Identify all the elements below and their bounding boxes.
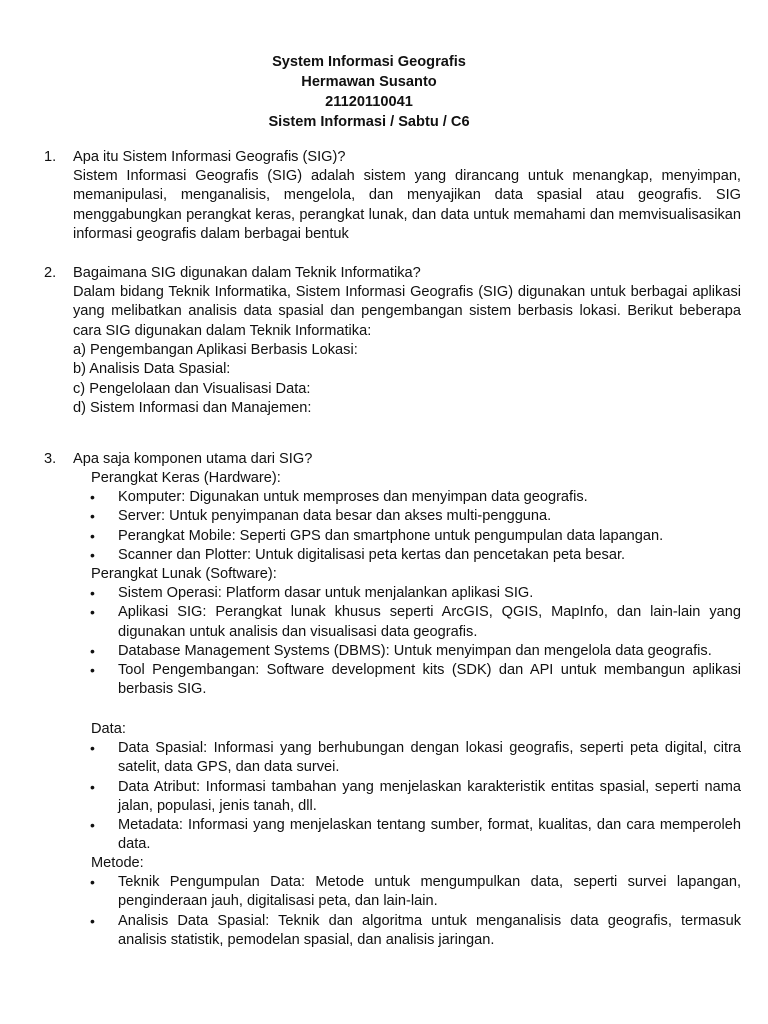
question-text: Apa saja komponen utama dari SIG? (73, 451, 313, 467)
student-id: 21120110041 (325, 94, 413, 110)
list-item (90, 816, 741, 855)
author-name: Hermawan Susanto (301, 74, 437, 90)
list-item-text: Metadata: Informasi yang menjelaskan tentang sumber, format, kualitas, dan cara memperoleh data. (118, 817, 741, 853)
list-item: b) Analisis Data Spasial: (73, 361, 231, 378)
list-item (90, 603, 741, 642)
question-text: Apa itu Sistem Informasi Geografis (SIG)? (73, 149, 346, 165)
list-item: c) Pengelolaan dan Visualisasi Data: (73, 380, 311, 397)
list-item (90, 873, 741, 912)
document-header (0, 52, 738, 132)
bullet-list-hardware (90, 488, 741, 565)
bullet-icon: • (90, 508, 95, 525)
list-item-text: Database Management Systems (DBMS): Untuk menyimpan dan mengelola data geografis. (118, 642, 712, 659)
list-item-text: Perangkat Mobile: Seperti GPS dan smartphone untuk pengumpulan data lapangan. (118, 527, 664, 544)
question-number: 2. (44, 265, 57, 281)
group-label-data: Data: (91, 721, 126, 737)
list-item-text: Analisis Data Spasial: Teknik dan algoritma untuk menganalisis data geografis, termasuk analisis statistik, pemodelan spasial, dan analisis jaringan. (118, 912, 741, 948)
list-item-text: Server: Untuk penyimpanan data besar dan akses multi-pengguna. (118, 508, 552, 525)
bullet-icon: • (90, 642, 95, 659)
bullet-icon: • (90, 546, 95, 563)
bullet-icon: • (90, 817, 95, 834)
group-label-software: Perangkat Lunak (Software): (91, 566, 277, 582)
list-item (90, 584, 741, 603)
bullet-icon: • (90, 912, 95, 929)
list-item (90, 527, 741, 546)
answer-text: Sistem Informasi Geografis (SIG) adalah sistem yang dirancang untuk menangkap, menyimpan, memanipulasi, menganalisis, mengelola, dan menyajikan data spasial atau geografis. SIG menggabungkan perangkat keras, perangkat lunak, dan data untuk memahami dan memvisualisasikan informasi geografis dalam berbagai bentuk (73, 168, 741, 242)
class-info: Sistem Informasi / Sabtu / C6 (268, 114, 470, 130)
bullet-list-method (90, 873, 741, 950)
bullet-icon: • (90, 740, 95, 756)
list-item (90, 507, 741, 526)
list-item-text: Teknik Pengumpulan Data: Metode untuk mengumpulkan data, seperti survei lapangan, penginderaan jauh, digitalisasi peta, dan lain-lain. (118, 874, 741, 910)
answer-text: Dalam bidang Teknik Informatika, Sistem Informasi Geografis (SIG) digunakan untuk berbagai aplikasi yang melibatkan analisis data spasial dan pengembangan sistem berbasis lokasi. Berikut beberapa cara SIG digunakan dalam Teknik Informatika: (73, 284, 741, 339)
bullet-icon: • (90, 778, 95, 795)
bullet-list-software (90, 584, 741, 700)
list-item (90, 488, 741, 507)
list-item (90, 739, 741, 778)
question-text: Bagaimana SIG digunakan dalam Teknik Informatika? (73, 265, 421, 281)
list-item (90, 546, 741, 565)
bullet-icon: • (90, 489, 95, 505)
list-item-text: Komputer: Digunakan untuk memproses dan menyimpan data geografis. (118, 489, 588, 505)
group-label-method: Metode: (91, 855, 144, 871)
bullet-icon: • (90, 604, 95, 621)
group-label-hardware: Perangkat Keras (Hardware): (91, 470, 281, 486)
list-item: d) Sistem Informasi dan Manajemen: (73, 399, 312, 416)
list-item (90, 661, 741, 700)
list-item (90, 642, 741, 661)
list-item-text: Data Atribut: Informasi tambahan yang menjelaskan karakteristik entitas spasial, seperti nama jalan, populasi, jenis tanah, dll. (118, 778, 741, 814)
bullet-icon: • (90, 874, 95, 890)
bullet-icon: • (90, 662, 95, 679)
list-item: a) Pengembangan Aplikasi Berbasis Lokasi: (73, 342, 358, 358)
bullet-list-data (90, 739, 741, 855)
answer-list (73, 341, 743, 418)
list-item (90, 778, 741, 817)
list-item-text: Sistem Operasi: Platform dasar untuk menjalankan aplikasi SIG. (118, 585, 534, 601)
list-item-text: Aplikasi SIG: Perangkat lunak khusus seperti ArcGIS, QGIS, MapInfo, dan lain-lain yang digunakan untuk analisis dan visualisasi data geografis. (118, 604, 741, 640)
question-number: 1. (44, 149, 57, 165)
list-item-text: Tool Pengembangan: Software development kits (SDK) dan API untuk membangun aplikasi berbasis SIG. (118, 662, 741, 698)
list-item-text: Data Spasial: Informasi yang berhubungan dengan lokasi geografis, seperti peta digital, citra satelit, data GPS, dan data survei. (118, 740, 741, 776)
list-item (90, 912, 741, 951)
bullet-icon: • (90, 527, 95, 544)
question-number: 3. (44, 451, 57, 467)
list-item-text: Scanner dan Plotter: Untuk digitalisasi peta kertas dan pencetakan peta besar. (118, 546, 626, 563)
bullet-icon: • (90, 585, 95, 601)
document-title: System Informasi Geografis (272, 54, 466, 70)
